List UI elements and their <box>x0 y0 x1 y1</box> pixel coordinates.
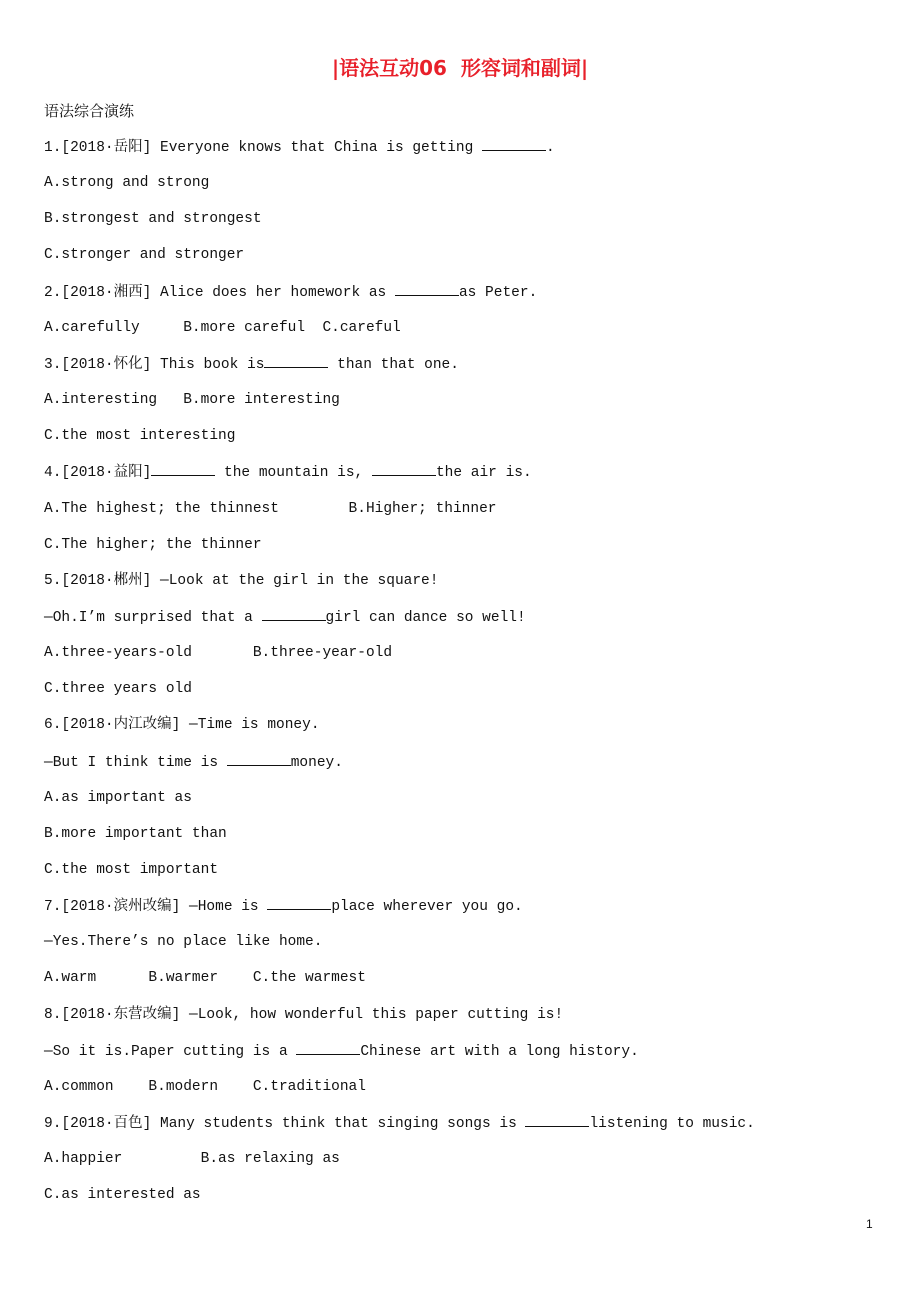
line-text: 1.[2018·岳阳] Everyone knows that China is getting <box>44 140 482 156</box>
line-text: A.interesting B.more interesting <box>44 392 340 409</box>
line-text: C.stronger and stronger <box>44 247 245 264</box>
text-line <box>44 678 192 700</box>
line-text: place wherever you go. <box>331 899 523 916</box>
line-text: B.strongest and strongest <box>44 211 262 228</box>
line-text: C.as interested as <box>44 1187 201 1204</box>
text-line <box>44 859 218 881</box>
text-line <box>44 1148 340 1170</box>
text-line <box>44 208 262 230</box>
text-line <box>44 461 532 483</box>
line-text: —But I think time is <box>44 754 227 771</box>
line-text: —Yes.There’s no place like home. <box>44 934 323 951</box>
text-line <box>44 244 244 266</box>
text-line <box>44 1004 563 1026</box>
line-text: as Peter. <box>458 284 538 301</box>
text-line <box>44 1076 366 1098</box>
answer-blank <box>372 461 436 476</box>
answer-blank <box>227 751 291 766</box>
text-line <box>44 136 555 158</box>
line-text: 3.[2018·怀化] This book is <box>44 356 265 373</box>
text-line <box>44 787 192 809</box>
line-text: Chinese art with a long history. <box>360 1043 639 1060</box>
text-line <box>44 931 322 953</box>
text-line <box>44 498 496 520</box>
text-line <box>44 1184 201 1206</box>
line-text: A.The highest; the thinnest B.Higher; thinner <box>44 500 497 517</box>
line-text: 7.[2018·滨州改编] —Home is <box>44 899 268 916</box>
text-line <box>44 1040 639 1062</box>
line-text: B.more important than <box>44 825 227 842</box>
line-text: C.The higher; the thinner <box>44 536 262 553</box>
text-line <box>44 172 209 194</box>
line-text: 9.[2018·百色] Many students think that singing songs is <box>44 1116 526 1133</box>
text-line <box>44 425 235 447</box>
text-line <box>44 642 392 664</box>
answer-blank <box>482 136 546 151</box>
answer-blank <box>296 1040 360 1055</box>
text-line <box>44 967 366 989</box>
text-line <box>44 823 227 845</box>
line-text: A.three-years-old B.three-year-old <box>44 645 393 662</box>
text-line <box>44 895 523 917</box>
answer-blank <box>262 606 326 621</box>
text-line <box>44 281 537 303</box>
line-text: C.the most interesting <box>44 428 236 445</box>
section-heading: 语法综合演练 <box>44 102 135 120</box>
line-text: 5.[2018·郴州] —Look at the girl in the square! <box>44 572 439 589</box>
line-text: . <box>545 140 555 156</box>
text-line <box>44 353 459 375</box>
line-text: —So it is.Paper cutting is a <box>44 1043 297 1060</box>
line-text: the air is. <box>435 465 532 482</box>
line-text: 6.[2018·内江改编] —Time is money. <box>44 717 320 734</box>
text-line <box>44 570 438 592</box>
line-text: money. <box>290 754 343 771</box>
text-line <box>44 606 526 628</box>
line-text: C.the most important <box>44 862 219 878</box>
line-text: A.strong and strong <box>44 175 210 192</box>
line-text: —Oh.I’m surprised that a <box>44 609 262 626</box>
line-text: 2.[2018·湘西] Alice does her homework as <box>44 284 395 301</box>
text-line <box>44 534 262 556</box>
line-text: A.as important as <box>44 789 192 806</box>
text-line <box>44 317 401 339</box>
answer-blank <box>525 1112 589 1127</box>
text-line <box>44 751 343 773</box>
text-line <box>44 1112 755 1134</box>
line-text: the mountain is, <box>215 465 372 482</box>
line-text: A.warm B.warmer C.the warmest <box>44 970 366 987</box>
answer-blank <box>395 281 459 296</box>
text-line <box>44 389 340 411</box>
line-text: listening to music. <box>589 1116 755 1133</box>
line-text: A.happier B.as relaxing as <box>44 1151 340 1168</box>
line-text: 8.[2018·东营改编] —Look, how wonderful this paper cutting is! <box>44 1006 564 1023</box>
answer-blank <box>151 461 215 476</box>
page-number: 1 <box>866 1217 873 1231</box>
line-text: than that one. <box>328 356 459 373</box>
page-title: |语法互动06 形容词和副词| <box>331 56 589 80</box>
answer-blank <box>264 353 328 368</box>
answer-blank <box>267 895 331 910</box>
line-text: 4.[2018·益阳] <box>44 465 152 482</box>
line-text: A.carefully B.more careful C.careful <box>44 319 401 336</box>
line-text: C.three years old <box>44 681 192 698</box>
text-line <box>44 714 320 736</box>
line-text: girl can dance so well! <box>325 609 526 626</box>
line-text: A.common B.modern C.traditional <box>44 1078 366 1095</box>
